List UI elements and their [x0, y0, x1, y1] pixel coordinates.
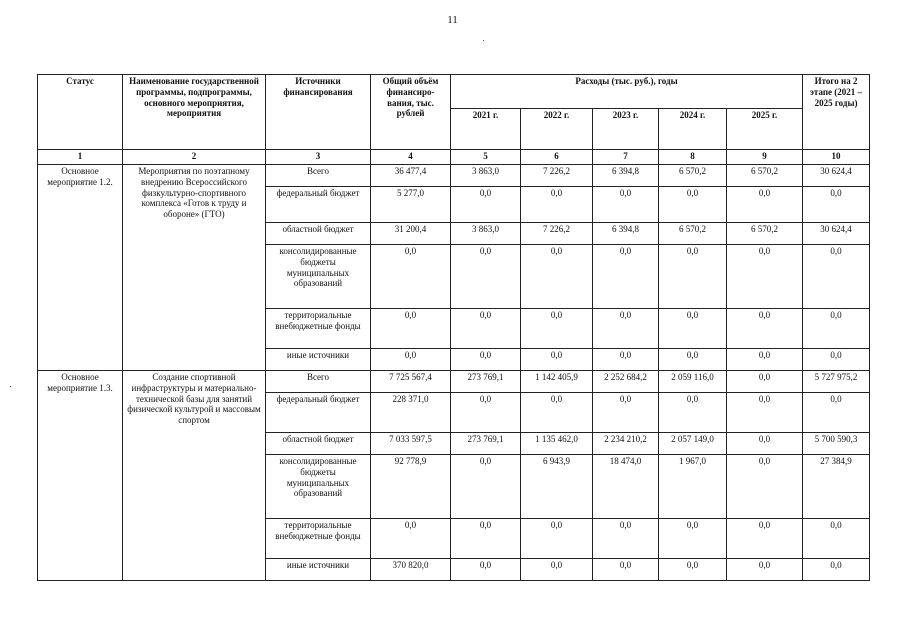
- value-cell: 36 477,4: [371, 165, 451, 187]
- value-cell: 30 624,4: [803, 223, 870, 245]
- value-cell: 5 277,0: [371, 187, 451, 223]
- source-cell: Всего: [266, 371, 371, 393]
- value-cell: 0,0: [593, 559, 659, 581]
- value-cell: 7 033 597,5: [371, 433, 451, 455]
- value-cell: 0,0: [521, 519, 593, 559]
- header-status: Статус: [38, 75, 123, 150]
- value-cell: 5 700 590,3: [803, 433, 870, 455]
- value-cell: 0,0: [371, 519, 451, 559]
- column-number: 4: [371, 150, 451, 165]
- column-number: 9: [727, 150, 803, 165]
- value-cell: 0,0: [727, 245, 803, 309]
- value-cell: 6 570,2: [727, 165, 803, 187]
- value-cell: 0,0: [803, 559, 870, 581]
- value-cell: 0,0: [659, 187, 727, 223]
- value-cell: 0,0: [521, 187, 593, 223]
- value-cell: 6 943,9: [521, 455, 593, 519]
- value-cell: 1 967,0: [659, 455, 727, 519]
- value-cell: 273 769,1: [451, 433, 521, 455]
- page-number: 11: [447, 14, 458, 26]
- value-cell: 273 769,1: [451, 371, 521, 393]
- value-cell: 0,0: [451, 393, 521, 433]
- value-cell: 0,0: [803, 519, 870, 559]
- column-number-row: [38, 150, 870, 165]
- value-cell: 0,0: [659, 393, 727, 433]
- value-cell: 7 226,2: [521, 165, 593, 187]
- header-row: [38, 75, 870, 109]
- source-cell: федеральный бюджет: [266, 393, 371, 433]
- value-cell: 0,0: [451, 349, 521, 371]
- source-cell: иные источники: [266, 349, 371, 371]
- value-cell: 0,0: [727, 309, 803, 349]
- value-cell: 7 226,2: [521, 223, 593, 245]
- header-itogo: Итого на 2 этапе (2021 – 2025 годы): [803, 75, 870, 150]
- source-cell: консолидированные бюджеты муниципальных образований: [266, 245, 371, 309]
- value-cell: 0,0: [521, 245, 593, 309]
- column-number: 1: [38, 150, 123, 165]
- table-row: [38, 165, 870, 187]
- value-cell: 0,0: [727, 187, 803, 223]
- scan-speck: [483, 40, 484, 41]
- value-cell: 6 570,2: [659, 223, 727, 245]
- value-cell: 1 135 462,0: [521, 433, 593, 455]
- source-cell: территориальные внебюджетные фонды: [266, 309, 371, 349]
- value-cell: 31 200,4: [371, 223, 451, 245]
- value-cell: 0,0: [371, 309, 451, 349]
- value-cell: 1 142 405,9: [521, 371, 593, 393]
- value-cell: 228 371,0: [371, 393, 451, 433]
- value-cell: 0,0: [593, 519, 659, 559]
- header-year: 2023 г.: [593, 109, 659, 150]
- budget-table: [37, 74, 870, 581]
- column-number: 5: [451, 150, 521, 165]
- value-cell: 0,0: [451, 187, 521, 223]
- table-row: [38, 371, 870, 393]
- value-cell: 0,0: [659, 349, 727, 371]
- value-cell: 0,0: [593, 245, 659, 309]
- header-year: 2021 г.: [451, 109, 521, 150]
- value-cell: 0,0: [593, 187, 659, 223]
- value-cell: 18 474,0: [593, 455, 659, 519]
- source-cell: федеральный бюджет: [266, 187, 371, 223]
- value-cell: 92 778,9: [371, 455, 451, 519]
- value-cell: 27 384,9: [803, 455, 870, 519]
- source-cell: территориальные внебюджетные фонды: [266, 519, 371, 559]
- value-cell: 6 394,8: [593, 165, 659, 187]
- status-cell: Основное мероприятие 1.3.: [38, 371, 123, 581]
- value-cell: 7 725 567,4: [371, 371, 451, 393]
- value-cell: 3 863,0: [451, 165, 521, 187]
- value-cell: 0,0: [727, 393, 803, 433]
- value-cell: 0,0: [727, 559, 803, 581]
- value-cell: 0,0: [451, 519, 521, 559]
- column-number: 10: [803, 150, 870, 165]
- value-cell: 0,0: [521, 559, 593, 581]
- value-cell: 0,0: [659, 245, 727, 309]
- status-cell: Основное мероприятие 1.2.: [38, 165, 123, 371]
- source-cell: иные источники: [266, 559, 371, 581]
- value-cell: 0,0: [727, 433, 803, 455]
- value-cell: 6 394,8: [593, 223, 659, 245]
- value-cell: 0,0: [803, 187, 870, 223]
- value-cell: 0,0: [803, 245, 870, 309]
- value-cell: 0,0: [803, 393, 870, 433]
- name-cell: Создание спортивной инфраструктуры и материально-технической базы для занятий физической культурой и массовым спортом: [123, 371, 266, 581]
- value-cell: 0,0: [593, 393, 659, 433]
- scan-speck: [10, 386, 11, 387]
- value-cell: 0,0: [521, 309, 593, 349]
- value-cell: 0,0: [727, 349, 803, 371]
- value-cell: 0,0: [593, 309, 659, 349]
- value-cell: 6 570,2: [727, 223, 803, 245]
- value-cell: 0,0: [451, 559, 521, 581]
- value-cell: 0,0: [659, 519, 727, 559]
- header-name: Наименование государственной программы, подпрограммы, основного мероприятия, мероприятия: [123, 75, 266, 150]
- value-cell: 2 059 116,0: [659, 371, 727, 393]
- column-number: 6: [521, 150, 593, 165]
- value-cell: 2 057 149,0: [659, 433, 727, 455]
- value-cell: 0,0: [593, 349, 659, 371]
- value-cell: 0,0: [659, 309, 727, 349]
- column-number: 2: [123, 150, 266, 165]
- source-cell: Всего: [266, 165, 371, 187]
- value-cell: 3 863,0: [451, 223, 521, 245]
- value-cell: 30 624,4: [803, 165, 870, 187]
- header-expenses: Расходы (тыс. руб.), годы: [451, 75, 803, 109]
- header-year: 2024 г.: [659, 109, 727, 150]
- column-number: 8: [659, 150, 727, 165]
- source-cell: областной бюджет: [266, 433, 371, 455]
- value-cell: 0,0: [521, 393, 593, 433]
- source-cell: областной бюджет: [266, 223, 371, 245]
- value-cell: 0,0: [521, 349, 593, 371]
- value-cell: 0,0: [451, 245, 521, 309]
- header-year: 2022 г.: [521, 109, 593, 150]
- value-cell: 0,0: [451, 455, 521, 519]
- value-cell: 370 820,0: [371, 559, 451, 581]
- value-cell: 0,0: [727, 455, 803, 519]
- value-cell: 2 252 684,2: [593, 371, 659, 393]
- value-cell: 0,0: [659, 559, 727, 581]
- header-sources: Источники финансирования: [266, 75, 371, 150]
- name-cell: Мероприятия по поэтапному внедрению Всероссийского физкультурно-спортивного комплекса «Готов к труду и обороне» (ГТО): [123, 165, 266, 371]
- header-year: 2025 г.: [727, 109, 803, 150]
- value-cell: 6 570,2: [659, 165, 727, 187]
- value-cell: 2 234 210,2: [593, 433, 659, 455]
- value-cell: 0,0: [371, 245, 451, 309]
- value-cell: 0,0: [727, 371, 803, 393]
- column-number: 7: [593, 150, 659, 165]
- value-cell: 0,0: [803, 349, 870, 371]
- value-cell: 0,0: [371, 349, 451, 371]
- value-cell: 0,0: [451, 309, 521, 349]
- source-cell: консолидированные бюджеты муниципальных образований: [266, 455, 371, 519]
- column-number: 3: [266, 150, 371, 165]
- value-cell: 0,0: [727, 519, 803, 559]
- header-total: Общий объём финансиро-вания, тыс. рублей: [371, 75, 451, 150]
- value-cell: 0,0: [803, 309, 870, 349]
- value-cell: 5 727 975,2: [803, 371, 870, 393]
